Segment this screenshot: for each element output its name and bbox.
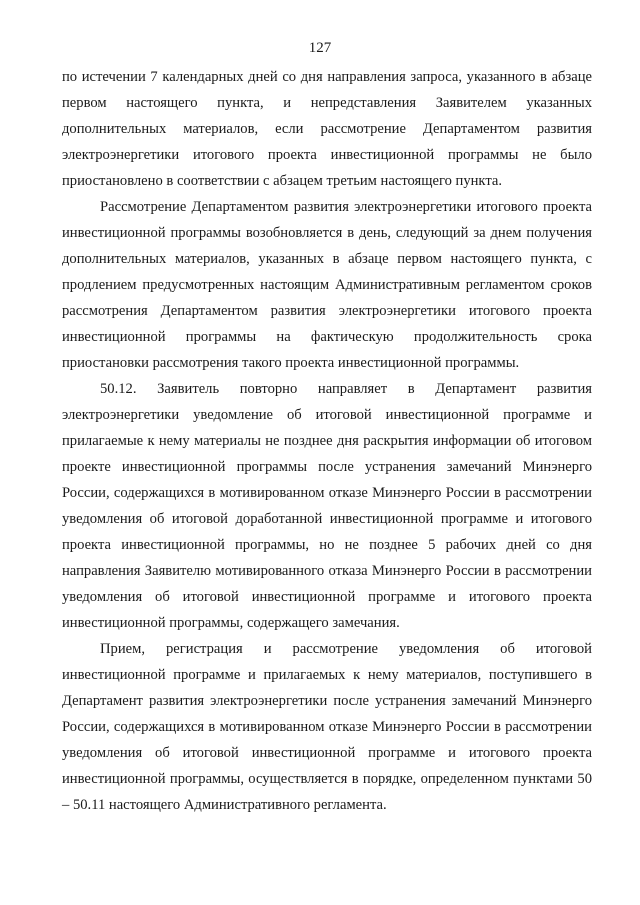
paragraph-clause-50-12: 50.12. Заявитель повторно направляет в Департамент развития электроэнергетики уведомление об итоговой инвестиционной программе и прилагаемые к нему материалы не позднее дня раскрытия информации об итоговом проекте инвестиционной программы после устранения замечаний Минэнерго России, содержащихся в мотивированном отказе Минэнерго России в рассмотрении уведомления об итоговой доработанной инвестиционной программе и итогового проекта инвестиционной программы, но не позднее 5 рабочих дней со дня направления Заявителю мотивированного отказа Минэнерго России в рассмотрении уведомления об итоговой инвестиционной программе и итогового проекта инвестиционной программы, содержащего замечания. <box>62 381 592 631</box>
page-number: 127 <box>308 40 332 56</box>
paragraph-review-resumption: Рассмотрение Департаментом развития электроэнергетики итогового проекта инвестиционной программы возобновляется в день, следующий за днем получения дополнительных материалов, указанных в абзаце первом настоящего пункта, с продлением предусмотренных настоящим Административным регламентом сроков рассмотрения Департаментом развития электроэнергетики итогового проекта инвестиционной программы на фактическую продолжительность срока приостановки рассмотрения такого проекта инвестиционной программы. <box>62 199 592 371</box>
document-body <box>62 64 592 818</box>
paragraph-continuation: по истечении 7 календарных дней со дня направления запроса, указанного в абзаце первом настоящего пункта, и непредставления Заявителем указанных дополнительных материалов, если рассмотрение Департаментом развития электроэнергетики итогового проекта инвестиционной программы не было приостановлено в соответствии с абзацем третьим настоящего пункта. <box>62 69 592 189</box>
paragraph-receipt-registration: Прием, регистрация и рассмотрение уведомления об итоговой инвестиционной программе и прилагаемых к нему материалов, поступившего в Департамент развития электроэнергетики после устранения замечаний Минэнерго России, содержащихся в мотивированном отказе Минэнерго России в рассмотрении уведомления об итоговой инвестиционной программе и итогового проекта инвестиционной программы, осуществляется в порядке, определенном пунктами 50 – 50.11 настоящего Административного регламента. <box>62 641 592 813</box>
